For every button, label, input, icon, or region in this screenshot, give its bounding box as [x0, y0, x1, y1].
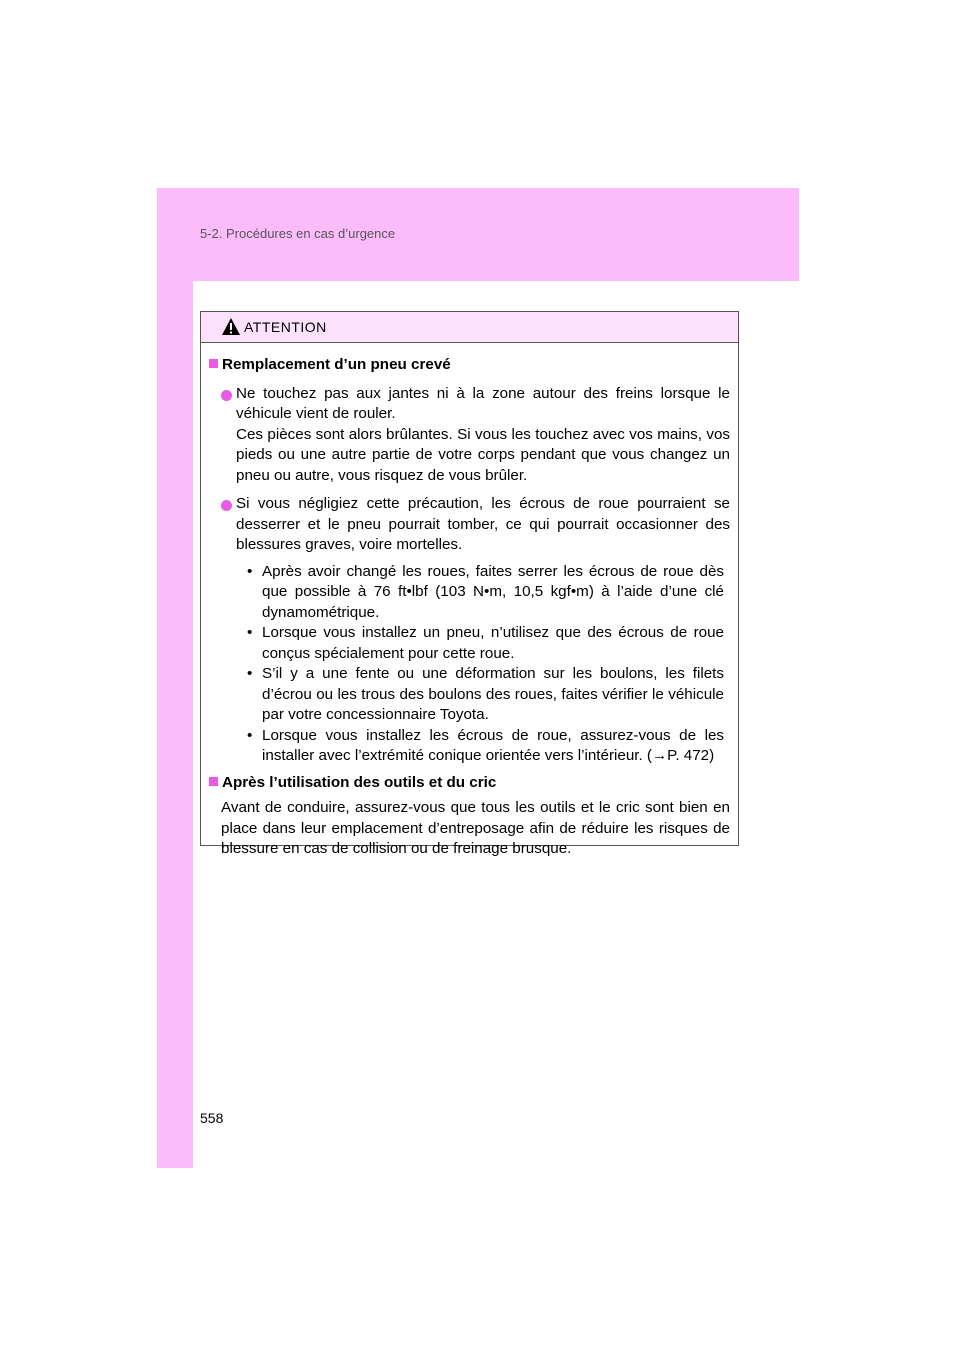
paragraph: Avant de conduire, assurez-vous que tous les outils et le cric sont bien en place dans leur emplacement d’entreposage afin de réduire les risques de blessure en cas de collision ou de freinage brusque. — [221, 799, 730, 857]
warning-box — [200, 311, 739, 857]
warning-title: ATTENTION — [244, 319, 327, 335]
section-title: 5-2. Procédures en cas d’urgence — [200, 226, 396, 241]
sub-list-item: • Lorsque vous installez un pneu, n’utilisez que des écrous de roue conçus spécialement pour cette roue. — [247, 624, 724, 662]
warning-body — [201, 343, 738, 860]
circle-bullet-icon — [221, 390, 232, 401]
section-heading: Remplacement d’un pneu crevé — [209, 355, 730, 376]
sub-list-item: • Lorsque vous installez les écrous de roue, assurez-vous de les installer avec l’extrémité conique orientée vers l’intérieur. (→P. 472) — [247, 726, 724, 764]
warning-header — [201, 312, 738, 343]
circle-bullet-icon — [221, 500, 232, 511]
sub-list-item: • Après avoir changé les roues, faites serrer les écrous de roue dès que possible à 76 ft•lbf (103 N•m, 10,5 kgf•m) à l’aide d’une clé dynamométrique. — [247, 562, 724, 621]
page-number: 558 — [200, 1110, 224, 1126]
page-margin-strip — [157, 188, 193, 1168]
list-item: Ne touchez pas aux jantes ni à la zone autour des freins lorsque le véhicule vient de rouler. Ces pièces sont alors brûlantes. Si vous les touchez avec vos mains, vos pieds ou une autre partie de votre corps pendant que vous changez un pneu ou autre, vous risquez de vous brûler. — [209, 384, 730, 487]
sub-list — [209, 562, 730, 767]
list-item: Si vous négligiez cette précaution, les écrous de roue pourraient se desserrer et le pneu pourrait tomber, ce qui pourrait occasionner des blessures graves, voire mortelles. — [209, 494, 730, 556]
section-heading: Après l’utilisation des outils et du cric — [209, 773, 730, 794]
warning-triangle-icon — [221, 317, 241, 337]
square-bullet-icon — [209, 777, 218, 786]
sub-list-item: • S’il y a une fente ou une déformation sur les boulons, les filets d’écrou ou les trous des boulons des roues, faites vérifier le véhicule par votre concessionnaire Toyota. — [247, 665, 724, 723]
square-bullet-icon — [209, 359, 218, 368]
